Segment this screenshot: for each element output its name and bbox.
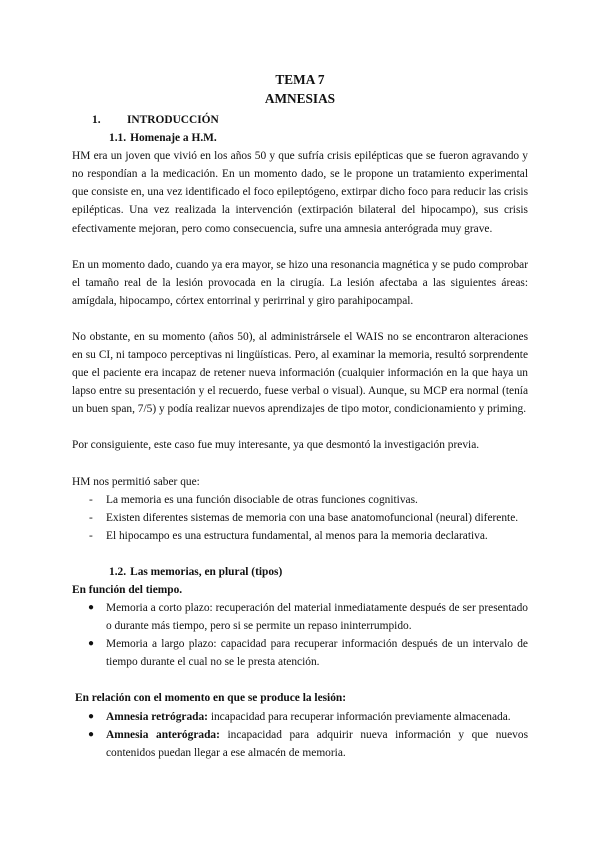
- section-heading-introduccion: [72, 111, 528, 129]
- tema-number: TEMA 7: [275, 72, 325, 87]
- document-body: [72, 71, 528, 762]
- list-item: ● Memoria a largo plazo: capacidad para recuperar información después de un intervalo de tiempo durante el cual no se le presta atención.: [72, 635, 528, 671]
- subsection-number: 1.2.: [109, 565, 127, 578]
- subsection-title: Las memorias, en plural (tipos): [130, 565, 283, 578]
- paragraph-resonancia: En un momento dado, cuando ya era mayor, se hizo una resonancia magnética y se pudo comprobar el tamaño real de la lesión provocada en la cirugía. La lesión afectaba a las siguientes áreas: amígdala, hipocampo, córtex entorrinal y perirrinal y giro parahipocampal.: [72, 258, 528, 307]
- page-title: AMNESIAS: [264, 90, 336, 106]
- bullet-icon: ●: [88, 710, 95, 722]
- section-number: 1.: [92, 114, 101, 126]
- term-anterograda: Amnesia anterógrada:: [106, 728, 220, 741]
- dash-bullet-icon: -: [89, 493, 93, 506]
- list-intro: HM nos permitió saber que:: [72, 475, 200, 488]
- paragraph-hm-intro: HM era un joven que vivió en los años 50 y que sufría crisis epilépticas que se fueron agravando y no respondían a la medicación. En un momento dado, se le propone un tratamiento experimental que consiste en, una vez identificado el foco epileptógeno, extirpar dicho foco para reducir las crisis epilépticas. Una vez realizada la intervención (extirpación bilateral del hipocampo), sus crisis efectivamente mejoran, pero como consecuencia, sufre una amnesia anterógrada muy grave.: [72, 150, 528, 235]
- subsection-heading-homenaje: [72, 129, 528, 147]
- time-list: [72, 599, 528, 671]
- term-retrograda: Amnesia retrógrada:: [106, 710, 208, 723]
- paragraph-wais: No obstante, en su momento (años 50), al administrársele el WAIS no se encontraron alteraciones en su CI, ni tampoco perceptivas ni lingüísticas. Pero, al examinar la memoria, resultó sorprendente que el paciente era incapaz de retener nueva información (cualquier información en la que haya un lapso entre su presentación y el recuerdo, fuese verbal o visual). Aunque, su MCP era normal (tenía un buen span, 7/5) y podía realizar nuevos aprendizajes de tipo motor, condicionamiento y priming.: [72, 330, 528, 416]
- list-item: ● Memoria a corto plazo: recuperación del material inmediatamente después de ser presentado o durante más tiempo, pero si se permite un repaso ininterrumpido.: [72, 599, 528, 635]
- section-title: INTRODUCCIÓN: [127, 114, 219, 126]
- subsection-number: 1.1.: [109, 132, 127, 145]
- bullet-icon: ●: [88, 728, 95, 740]
- list-item: ● Amnesia retrógrada: incapacidad para recuperar información previamente almacenada.: [72, 708, 528, 726]
- list-item: ● Amnesia anterógrada: incapacidad para adquirir nueva información y que nuevos contenidos puedan llegar a ese almacén de memoria.: [72, 726, 528, 762]
- bullet-icon: ●: [88, 602, 95, 614]
- bullet-icon: ●: [88, 638, 95, 650]
- dash-bullet-icon: -: [89, 529, 93, 542]
- lesion-heading: En relación con el momento en que se produce la lesión:: [75, 692, 347, 705]
- lesion-list: [72, 708, 528, 762]
- subsection-heading-memorias: [72, 563, 528, 581]
- findings-list: [72, 491, 528, 545]
- dash-bullet-icon: -: [89, 511, 93, 524]
- list-item: - La memoria es una función disociable de otras funciones cognitivas.: [72, 491, 528, 509]
- list-item: - El hipocampo es una estructura fundamental, al menos para la memoria declarativa.: [72, 527, 528, 545]
- subsection-title: Homenaje a H.M.: [130, 132, 217, 145]
- paragraph-consecuencia: Por consiguiente, este caso fue muy interesante, ya que desmontó la investigación previa.: [72, 439, 480, 452]
- list-item: - Existen diferentes sistemas de memoria con una base anatomofuncional (neural) diferente.: [72, 509, 528, 527]
- time-heading: En función del tiempo.: [72, 583, 183, 596]
